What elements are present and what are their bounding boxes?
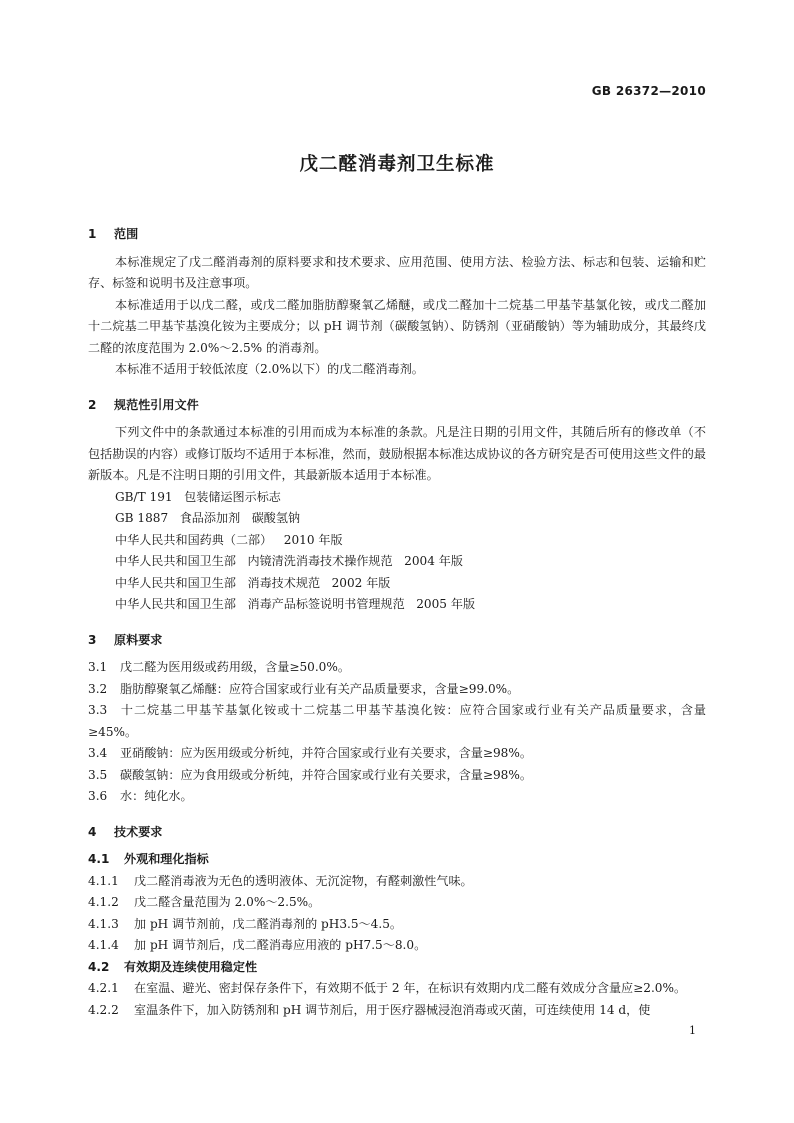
clause: 3.3 十二烷基二甲基苄基氯化铵或十二烷基二甲基苄基溴化铵：应符合国家或行业有关产品质量要求，含量≥45%。 [88,703,706,739]
paragraph: 下列文件中的条款通过本标准的引用而成为本标准的条款。凡是注日期的引用文件，其随后所有的修改单（不包括勘误的内容）或修订版均不适用于本标准，然而，鼓励根据本标准达成协议的各方研究是否可使用这些文件的最新版本。凡是不注明日期的引用文件，其最新版本适用于本标准。 [88,425,706,482]
paragraph: 本标准适用于以戊二醛，或戊二醛加脂肪醇聚氧乙烯醚，或戊二醛加十二烷基二甲基苄基氯化铵，或戊二醛加十二烷基二甲基苄基溴化铵为主要成分；以 pH 调节剂（碳酸氢钠）、防锈剂（亚硝酸钠）等为辅助成分，其最终戊二醛的浓度范围为 2.0%～2.5% 的消毒剂。 [88,297,706,355]
clause: 3.6 水：纯化水。 [88,789,193,803]
reference-item: GB 1887 食品添加剂 碳酸氢钠 [115,511,301,525]
subsection-heading: 4.1 外观和理化指标 [88,852,209,866]
clause: 4.2.2 室温条件下，加入防锈剂和 pH 调节剂后，用于医疗器械浸泡消毒或灭菌，可连续使用 14 d，使 [88,1002,651,1017]
subsection-heading: 4.2 有效期及连续使用稳定性 [88,959,258,974]
section-heading: 2 规范性引用文件 [88,397,199,412]
clause: 4.1.2 戊二醛含量范围为 2.0%～2.5%。 [88,895,321,909]
clause: 3.4 亚硝酸钠：应为医用级或分析纯，并符合国家或行业有关要求，含量≥98%。 [88,746,532,760]
clause: 4.1.3 加 pH 调节剂前，戊二醛消毒剂的 pH3.5～4.5。 [88,916,402,931]
paragraph: 本标准规定了戊二醛消毒剂的原料要求和技术要求、应用范围、使用方法、检验方法、标志和包装、运输和贮存、标签和说明书及注意事项。 [88,254,706,290]
clause: 3.2 脂肪醇聚氧乙烯醚：应符合国家或行业有关产品质量要求，含量≥99.0%。 [88,681,520,696]
clause: 3.5 碳酸氢钠：应为食用级或分析纯，并符合国家或行业有关要求，含量≥98%。 [88,767,532,782]
reference-item: 中华人民共和国卫生部 消毒产品标签说明书管理规范 2005 年版 [115,597,476,611]
document-body [88,216,706,1021]
paragraph: 本标准不适用于较低浓度（2.0%以下）的戊二醛消毒剂。 [115,362,424,376]
clause: 4.1.1 戊二醛消毒液为无色的透明液体、无沉淀物，有醛刺激性气味。 [88,873,473,888]
reference-item: 中华人民共和国卫生部 消毒技术规范 2002 年版 [115,575,391,590]
section-heading: 3 原料要求 [88,632,163,647]
section-heading: 4 技术要求 [88,824,163,839]
section-heading: 1 范围 [88,227,139,241]
page-title: 戊二醛消毒剂卫生标准 [299,154,495,175]
clause: 3.1 戊二醛为医用级或药用级，含量≥50.0%。 [88,660,350,674]
reference-item: 中华人民共和国卫生部 内镜清洗消毒技术操作规范 2004 年版 [115,554,463,568]
clause: 4.2.1 在室温、避光、密封保存条件下，有效期不低于 2 年，在标识有效期内戊二醛有效成分含量应≥2.0%。 [88,981,687,995]
page-number: 1 [689,1024,696,1037]
reference-item: 中华人民共和国药典（二部） 2010 年版 [115,532,343,547]
clause: 4.1.4 加 pH 调节剂后，戊二醛消毒应用液的 pH7.5～8.0。 [88,938,427,952]
standard-code: GB 26372—2010 [591,84,706,98]
reference-item: GB/T 191 包装储运图示标志 [115,489,281,504]
